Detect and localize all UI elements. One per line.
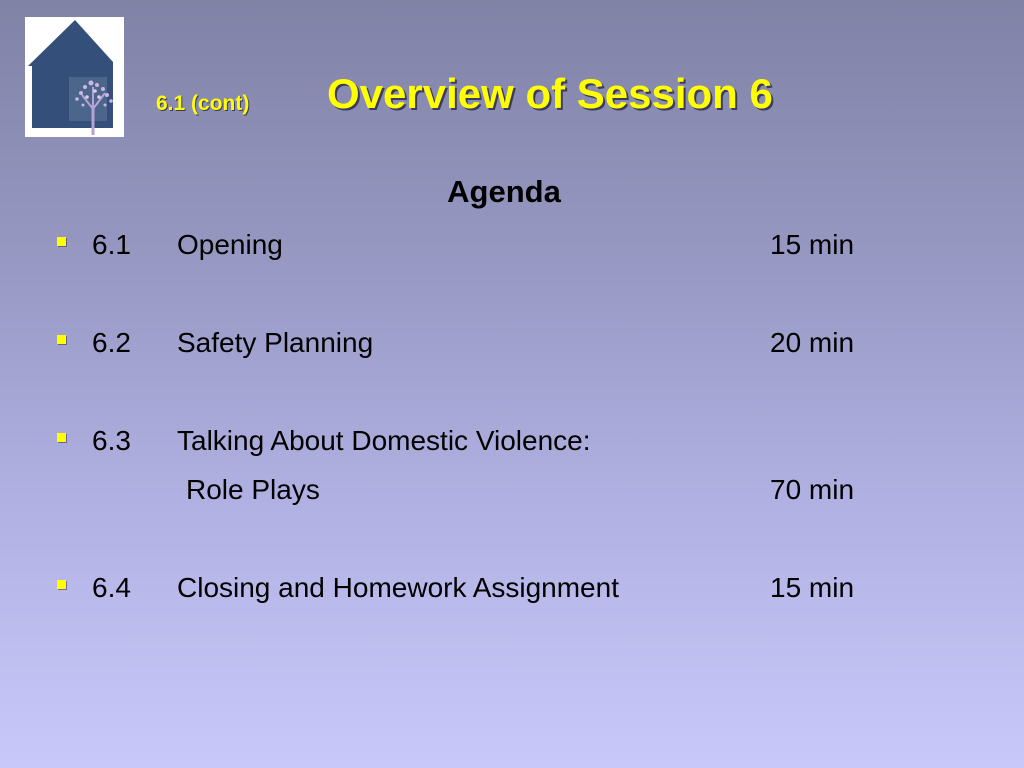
agenda-item-label: Safety Planning [177, 327, 374, 358]
agenda-item-duration: 15 min [770, 572, 855, 603]
agenda-item-number: 6.3 [92, 425, 131, 456]
agenda-item-duration: 20 min [770, 327, 855, 358]
agenda-item-closing [0, 572, 1024, 612]
agenda-item-label: Talking About Domestic Violence: [177, 425, 591, 456]
agenda-item-opening [0, 229, 1024, 269]
house-tree-logo [25, 17, 124, 137]
agenda-item-label-continued: Role Plays [186, 474, 320, 505]
agenda-item-number: 6.1 [92, 229, 131, 260]
square-bullet-icon [57, 335, 66, 344]
square-bullet-icon [57, 237, 66, 246]
section-number: 6.1 (cont) [156, 92, 250, 115]
square-bullet-icon [57, 580, 66, 589]
agenda-item-safety-planning [0, 327, 1024, 367]
slide-title: Overview of Session 6 [327, 70, 773, 117]
agenda-item-talking-about-dv-continued [0, 474, 1024, 514]
agenda-item-label: Opening [177, 229, 283, 260]
agenda-item-number: 6.4 [92, 572, 131, 603]
square-bullet-icon [57, 433, 66, 442]
agenda-heading: Agenda [447, 174, 561, 209]
agenda-item-label: Closing and Homework Assignment [177, 572, 619, 603]
agenda-item-number: 6.2 [92, 327, 131, 358]
agenda-item-talking-about-dv [0, 425, 1024, 465]
agenda-item-duration: 15 min [770, 229, 855, 260]
agenda-item-duration: 70 min [770, 474, 855, 505]
